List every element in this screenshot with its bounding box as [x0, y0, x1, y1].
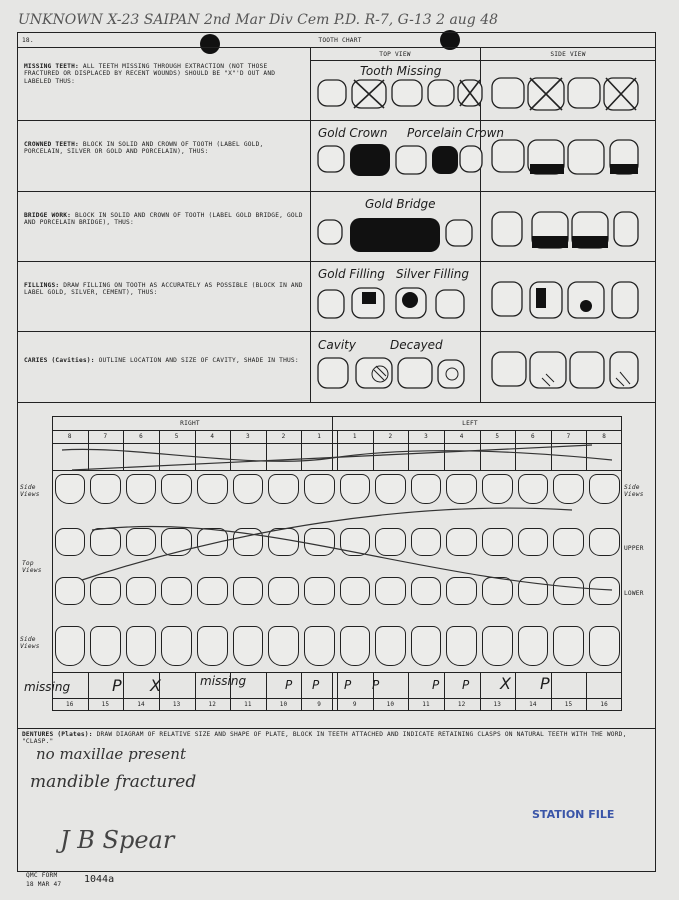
lower-note-4: P	[285, 678, 293, 692]
upper-number: 4	[459, 433, 464, 440]
bridge-text: BLOCK IN SOLID AND CROWN OF TOOTH (LABEL GOLD BRIDGE, GOLD AND PORCELAIN BRIDGE), THUS:	[24, 212, 303, 227]
lower-note-6: P	[344, 678, 352, 692]
tooth-side-view	[589, 626, 620, 666]
dentures-instructions	[22, 731, 652, 746]
lower-note-11: P	[540, 674, 550, 693]
side-views-label-upper-left: Side Views	[20, 484, 40, 499]
lower-number: 14	[529, 701, 537, 708]
signature: J B Spear	[60, 826, 175, 854]
lower-number: 10	[279, 701, 288, 708]
fillings-label: FILLINGS:	[24, 282, 60, 289]
upper-number: 8	[602, 433, 607, 440]
lower-number: 10	[386, 701, 395, 708]
upper-number: 7	[103, 433, 108, 440]
top-view-label: TOP VIEW	[379, 51, 411, 58]
lower-number: 12	[457, 701, 466, 708]
lower-number: 16	[66, 701, 74, 708]
top-views-label: Top Views	[22, 560, 42, 575]
lower-note-10: X	[500, 674, 511, 693]
tooth-side-view	[340, 626, 371, 666]
tooth-side-view	[55, 626, 86, 666]
upper-number: 3	[424, 433, 428, 440]
lower-number: 16	[600, 701, 608, 708]
crowned-text: BLOCK IN SOLID AND CROWN OF TOOTH (LABEL GOLD, PORCELAIN, SILVER OR GOLD AND PORCELAIN), THUS:	[24, 141, 264, 156]
label-decayed: Decayed	[390, 338, 443, 352]
label-silver-filling: Silver Filling	[396, 267, 469, 281]
upper-number: 6	[531, 433, 535, 440]
label-gold-crown: Gold Crown	[318, 126, 388, 140]
side-views-label-right: Side Views	[624, 484, 644, 499]
form-number: 18.	[22, 37, 34, 44]
lower-number: 13	[172, 701, 181, 708]
lower-note-5: P	[312, 678, 320, 692]
tooth-side-view	[304, 626, 335, 666]
dentures-label: DENTURES (Plates):	[22, 731, 93, 738]
handwritten-header: UNKNOWN X-23 SAIPAN 2nd Mar Div Cem P.D. R-7, G-13 2 aug 48	[18, 12, 499, 28]
form-code: 1044a	[84, 874, 115, 885]
crowned-label: CROWNED TEETH:	[24, 141, 79, 148]
lower-note-2: X	[150, 676, 161, 695]
dentures-note-2: mandible fractured	[30, 772, 197, 792]
side-view-label: SIDE VIEW	[550, 51, 586, 58]
chart-crossout-marks	[52, 440, 622, 600]
upper-number: 7	[566, 433, 571, 440]
lower-number: 9	[352, 701, 357, 708]
label-porcelain-crown: Porcelain Crown	[407, 126, 505, 140]
fillings-text: DRAW FILLING ON TOOTH AS ACCURATELY AS POSSIBLE (BLOCK IN AND LABEL GOLD, SILVER, CEMENT), THUS:	[24, 282, 303, 297]
missing-label: MISSING TEETH:	[24, 63, 79, 70]
upper-number: 2	[388, 433, 393, 440]
lower-number: 9	[317, 701, 322, 708]
lower-note-8: P	[432, 678, 440, 692]
tooth-side-view	[268, 626, 299, 666]
label-tooth-missing: Tooth Missing	[360, 64, 442, 78]
upper-number: 1	[352, 433, 357, 440]
upper-number: 8	[67, 433, 72, 440]
label-gold-filling: Gold Filling	[318, 267, 385, 281]
upper-number: 5	[495, 433, 500, 440]
lower-note-9: P	[462, 678, 470, 692]
lower-number: 11	[244, 701, 252, 708]
lower-number: 14	[137, 701, 145, 708]
tooth-side-view	[90, 626, 121, 666]
label-cavity: Cavity	[318, 338, 356, 352]
chart-title: TOOTH CHART	[318, 37, 362, 44]
tooth-side-view	[482, 626, 513, 666]
dentures-text: DRAW DIAGRAM OF RELATIVE SIZE AND SHAPE OF PLATE, BLOCK IN TEETH ATTACHED AND INDICATE RETAINING CLASPS ON NATURAL TEETH WITH THE WORD, "CLASP."	[22, 731, 627, 746]
upper-number: 1	[317, 433, 322, 440]
lower-note-3: missing	[200, 674, 247, 688]
upper-number: 6	[139, 433, 143, 440]
lower-note-7: P	[372, 678, 380, 692]
example-illustrations	[310, 60, 656, 402]
dentures-note-1: no maxillae present	[36, 745, 186, 763]
caries-text: OUTLINE LOCATION AND SIZE OF CAVITY, SHADE IN THUS:	[98, 357, 299, 364]
upper-label: UPPER	[624, 545, 644, 552]
station-file-stamp: STATION FILE	[532, 808, 615, 821]
lower-number: 15	[564, 701, 573, 708]
tooth-side-view	[411, 626, 442, 666]
caries-label: CARIES (Cavities):	[24, 357, 95, 364]
form-line-1: QMC FORM	[26, 872, 58, 879]
upper-number: 4	[210, 433, 215, 440]
lower-number: 13	[493, 701, 502, 708]
tooth-side-view	[233, 626, 264, 666]
missing-text: ALL TEETH MISSING THROUGH EXTRACTION (NOT THOSE FRACTURED OR DISPLACED BY RECENT WOUNDS) SHOULD BE "X"'D OUT AND LABELED THUS:	[24, 63, 276, 85]
side-views-label-lower-left: Side Views	[20, 636, 40, 651]
tooth-side-view	[518, 626, 549, 666]
upper-number: 2	[281, 433, 286, 440]
left-label: LEFT	[462, 420, 478, 427]
form-line-2: 18 MAR 47	[26, 881, 62, 888]
lower-number: 12	[208, 701, 217, 708]
lower-note-0: missing	[24, 680, 71, 694]
lower-note-1: P	[112, 676, 122, 695]
lower-number: 11	[422, 701, 430, 708]
right-label: RIGHT	[180, 420, 200, 427]
tooth-side-view	[126, 626, 157, 666]
tooth-side-view	[197, 626, 228, 666]
upper-number: 3	[246, 433, 250, 440]
tooth-side-view	[446, 626, 477, 666]
tooth-side-view	[553, 626, 584, 666]
tooth-side-view	[375, 626, 406, 666]
label-gold-bridge: Gold Bridge	[365, 197, 436, 211]
bridge-label: BRIDGE WORK:	[24, 212, 72, 219]
lower-number: 15	[101, 701, 110, 708]
lower-label: LOWER	[624, 590, 644, 597]
upper-number: 5	[174, 433, 179, 440]
tooth-side-view	[161, 626, 192, 666]
